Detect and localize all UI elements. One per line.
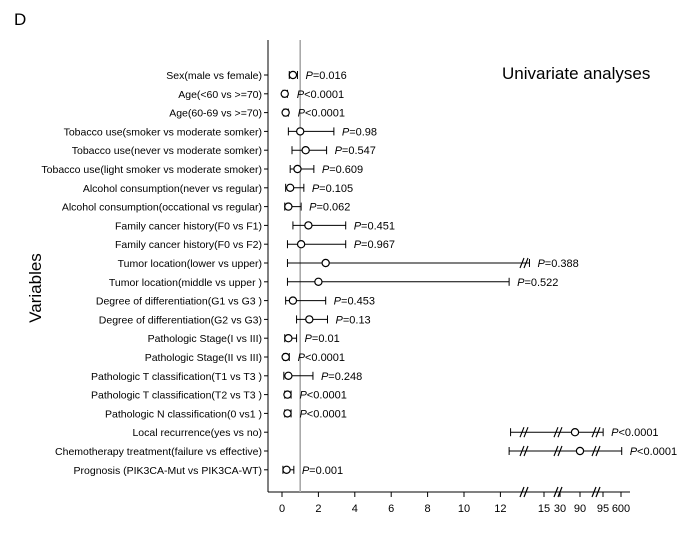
p-symbol: P (297, 107, 305, 120)
row-label: Pathologic T classification(T1 vs T3 ) (91, 370, 262, 383)
p-value: =0.609 (329, 164, 364, 176)
p-value-label (321, 371, 362, 383)
point-estimate (294, 165, 301, 172)
point-estimate (284, 391, 291, 398)
panel-letter: D (14, 10, 27, 29)
row-label: Degree of differentiation(G1 vs G3 ) (95, 295, 262, 308)
p-value: =0.98 (349, 126, 378, 139)
row-label: Age(<60 vs >=70) (178, 88, 262, 101)
point-estimate (285, 203, 292, 210)
x-tick-label: 90 (573, 503, 587, 515)
p-symbol: P (296, 88, 305, 101)
chart-title: Univariate analyses (502, 64, 651, 83)
x-tick-label: 600 (611, 503, 631, 515)
row-label: Pathologic Stage(II vs III) (144, 352, 262, 364)
x-tick-label: 0 (278, 503, 286, 515)
point-estimate (576, 447, 583, 454)
row-label: Prognosis (PIK3CA-Mut vs PIK3CA-WT) (73, 464, 262, 477)
p-value-label (302, 465, 343, 477)
row-label: Family cancer history(F0 vs F2) (114, 239, 262, 252)
p-value: =0.388 (544, 258, 579, 270)
row-label: Chemotherapy treatment(failure vs effective) (55, 446, 262, 458)
p-value-label (298, 108, 345, 120)
p-value: =0.062 (316, 201, 351, 214)
p-value-label (312, 183, 353, 195)
p-symbol: P (321, 164, 330, 176)
point-estimate (297, 128, 304, 135)
x-tick-label: 8 (424, 503, 431, 515)
p-value: <0.0001 (306, 408, 347, 421)
p-symbol: P (311, 182, 320, 195)
x-tick-label: 2 (315, 503, 322, 515)
x-tick-label: 95 (596, 503, 610, 515)
p-value-label (354, 239, 395, 251)
row-label: Family cancer history(F0 vs F1) (114, 220, 262, 233)
p-symbol: P (301, 464, 310, 477)
p-value: =0.01 (311, 333, 340, 346)
p-value-label (336, 314, 371, 326)
row-label: Sex(male vs female) (166, 70, 262, 82)
row-label: Alcohol consumption(never vs regular) (82, 182, 262, 195)
p-value-label (322, 164, 363, 176)
row-label: Pathologic Stage(I vs III) (147, 333, 262, 346)
p-value: =0.016 (312, 70, 347, 82)
p-value-label (334, 296, 375, 308)
p-value-label (309, 202, 350, 214)
p-symbol: P (309, 201, 317, 214)
p-value-label (335, 145, 376, 157)
row-label: Local recurrence(yes vs no) (132, 427, 262, 440)
p-symbol: P (297, 352, 305, 364)
p-value: =0.967 (361, 239, 395, 252)
p-value: =0.105 (319, 182, 354, 195)
p-value-label (297, 89, 344, 101)
p-value-label (305, 70, 346, 82)
point-estimate (305, 222, 312, 229)
p-value: <0.0001 (304, 352, 346, 364)
row-label: Pathologic N classification(0 vs1 ) (105, 408, 262, 421)
p-value-label (299, 408, 346, 420)
point-estimate (289, 297, 296, 304)
p-value-label (537, 258, 578, 270)
p-value: <0.0001 (618, 427, 659, 440)
p-value: =0.547 (341, 145, 376, 158)
p-symbol: P (335, 314, 343, 327)
p-value-label (517, 277, 558, 289)
p-symbol: P (629, 446, 638, 458)
point-estimate (298, 241, 305, 248)
p-value: =0.453 (341, 295, 375, 308)
x-tick-label: 12 (494, 503, 507, 515)
p-value-label (299, 390, 346, 402)
x-tick-label: 30 (553, 503, 567, 515)
p-value-label (630, 446, 677, 458)
point-estimate (289, 71, 296, 78)
x-tick-label: 10 (457, 503, 471, 515)
p-value-label (305, 333, 340, 345)
row-label: Tumor location(middle vs upper ) (108, 276, 262, 289)
point-estimate (315, 278, 322, 285)
x-tick-label: 15 (537, 503, 551, 515)
point-estimate (287, 184, 294, 191)
p-value: =0.001 (309, 464, 344, 477)
point-estimate (283, 466, 290, 473)
row-label: Tobacco use(never vs moderate somker) (71, 145, 262, 158)
p-symbol: P (611, 427, 619, 440)
row-label: Tobacco use(light smoker vs moderate smoker) (41, 164, 262, 176)
p-value: <0.0001 (304, 88, 345, 101)
row-label: Alcohol consumption(occational vs regular) (61, 201, 262, 214)
p-value: <0.0001 (637, 446, 678, 458)
point-estimate (282, 353, 289, 360)
point-estimate (571, 429, 578, 436)
row-label: Tumor location(lower vs upper) (117, 258, 262, 270)
x-tick-label: 6 (388, 503, 395, 515)
p-symbol: P (334, 145, 342, 158)
x-tick-label: 4 (351, 503, 358, 515)
row-label: Age(60-69 vs >=70) (169, 107, 262, 120)
row-label: Tobacco use(smoker vs moderate somker) (63, 126, 262, 139)
p-value-label (354, 220, 395, 232)
p-symbol: P (353, 239, 362, 252)
point-estimate (284, 410, 291, 417)
p-symbol: P (353, 220, 362, 233)
p-symbol: P (333, 295, 342, 308)
p-symbol: P (517, 276, 525, 289)
point-estimate (322, 259, 329, 266)
point-estimate (281, 90, 288, 97)
point-estimate (302, 147, 309, 154)
p-value: =0.13 (342, 314, 371, 327)
point-estimate (306, 316, 313, 323)
p-value: <0.0001 (304, 107, 346, 120)
row-label: Degree of differentiation(G2 vs G3) (98, 314, 262, 327)
point-estimate (282, 109, 289, 116)
p-value: =0.451 (361, 220, 395, 233)
row-label: Pathologic T classification(T2 vs T3 ) (91, 389, 262, 402)
p-symbol: P (305, 70, 313, 82)
point-estimate (285, 372, 292, 379)
p-value-label (298, 352, 345, 364)
p-symbol: P (299, 389, 307, 402)
p-value: =0.522 (524, 276, 559, 289)
p-symbol: P (320, 370, 329, 383)
p-value-label (611, 427, 658, 439)
p-value: =0.248 (328, 370, 363, 383)
p-symbol: P (299, 408, 307, 421)
point-estimate (285, 335, 292, 342)
p-value-label (342, 126, 377, 138)
p-value: <0.0001 (306, 389, 347, 402)
p-symbol: P (304, 333, 312, 346)
y-axis-label: Variables (26, 253, 45, 323)
p-symbol: P (537, 258, 545, 270)
p-symbol: P (341, 126, 350, 139)
